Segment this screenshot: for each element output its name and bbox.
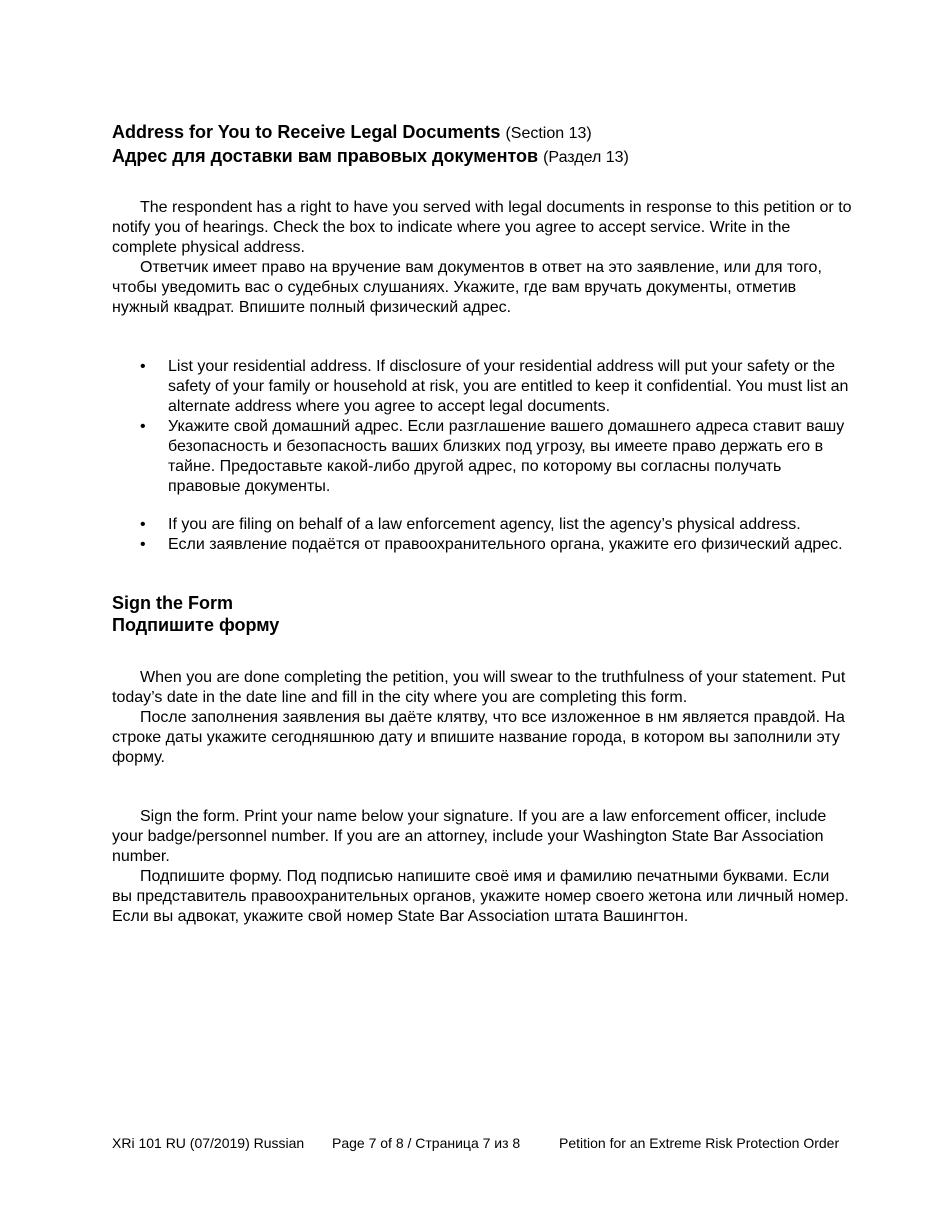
address-title-en: Address for You to Receive Legal Documents bbox=[112, 122, 501, 142]
sign-paragraph2-ru: Подпишите форму. Под подписью напишите своё имя и фамилию печатными буквами. Если вы представитель правоохранительных органов, укажите номер своего жетона или личный номер. Если вы адвокат, укажите свой номер State Bar Association штата Вашингтон. bbox=[112, 868, 849, 925]
list-item: • List your residential address. If disclosure of your residential address will put your safety or the safety of your family or household at risk, you are entitled to keep it confidential. You must list an alternate address where you agree to accept legal documents. bbox=[140, 358, 849, 415]
list-item: • Укажите свой домашний адрес. Если разглашение вашего домашнего адреса ставит вашу безопасность и безопасность ваших близких под угрозу, вы имеете право держать его в тайне. Предоставьте какой-либо другой адрес, по которому вы согласны получать правовые документы. bbox=[140, 418, 845, 495]
bullet-list-agency bbox=[112, 515, 852, 555]
address-paragraph-en: The respondent has a right to have you served with legal documents in response to this petition or to notify you of hearings. Check the box to indicate where you agree to accept service. Write in the complete physical address. bbox=[112, 199, 852, 256]
address-section-ru: (Раздел 13) bbox=[543, 149, 629, 166]
footer-page-number: Page 7 of 8 / Страница 7 из 8 bbox=[332, 1135, 521, 1151]
list-item: • Если заявление подаётся от правоохранительного органа, укажите его физический адрес. bbox=[140, 536, 843, 553]
sign-heading bbox=[112, 592, 852, 636]
address-paragraph-ru: Ответчик имеет право на вручение вам документов в ответ на это заявление, или для того, чтобы уведомить вас о судебных слушаниях. Укажите, где вам вручать документы, отметив нужный квадрат. Впишите полный физический адрес. bbox=[112, 259, 822, 316]
bullet-icon: • bbox=[140, 418, 146, 435]
footer-form-id: XRi 101 RU (07/2019) Russian bbox=[112, 1135, 305, 1151]
sign-paragraph1-en: When you are done completing the petition, you will swear to the truthfulness of your statement. Put today’s date in the date line and fill in the city where you are completing this form. bbox=[112, 669, 846, 706]
bullet-list-residential bbox=[112, 357, 852, 497]
sign-paragraph1-ru: После заполнения заявления вы даёте клятву, что все изложенное в нм является правдой. На строке даты укажите сегодняшнюю дату и впишите название города, в котором вы заполнили эту форму. bbox=[112, 709, 845, 766]
page-footer bbox=[112, 1134, 852, 1152]
address-section-en: (Section 13) bbox=[505, 125, 592, 142]
sign-title-en: Sign the Form bbox=[112, 593, 233, 613]
bullet-icon: • bbox=[140, 516, 146, 533]
address-heading bbox=[112, 121, 852, 169]
bullet-icon: • bbox=[140, 536, 146, 553]
bullet-icon: • bbox=[140, 358, 146, 375]
list-item: • If you are filing on behalf of a law enforcement agency, list the agency’s physical address. bbox=[140, 516, 801, 533]
page-content bbox=[112, 121, 852, 927]
sign-title-ru: Подпишите форму bbox=[112, 615, 280, 635]
sign-paragraph2-en: Sign the form. Print your name below your signature. If you are a law enforcement officer, include your badge/personnel number. If you are an attorney, include your Washington State Bar Association number. bbox=[112, 808, 827, 865]
address-title-ru: Адрес для доставки вам правовых документов bbox=[112, 146, 539, 166]
footer-form-title: Petition for an Extreme Risk Protection Order bbox=[559, 1135, 840, 1151]
